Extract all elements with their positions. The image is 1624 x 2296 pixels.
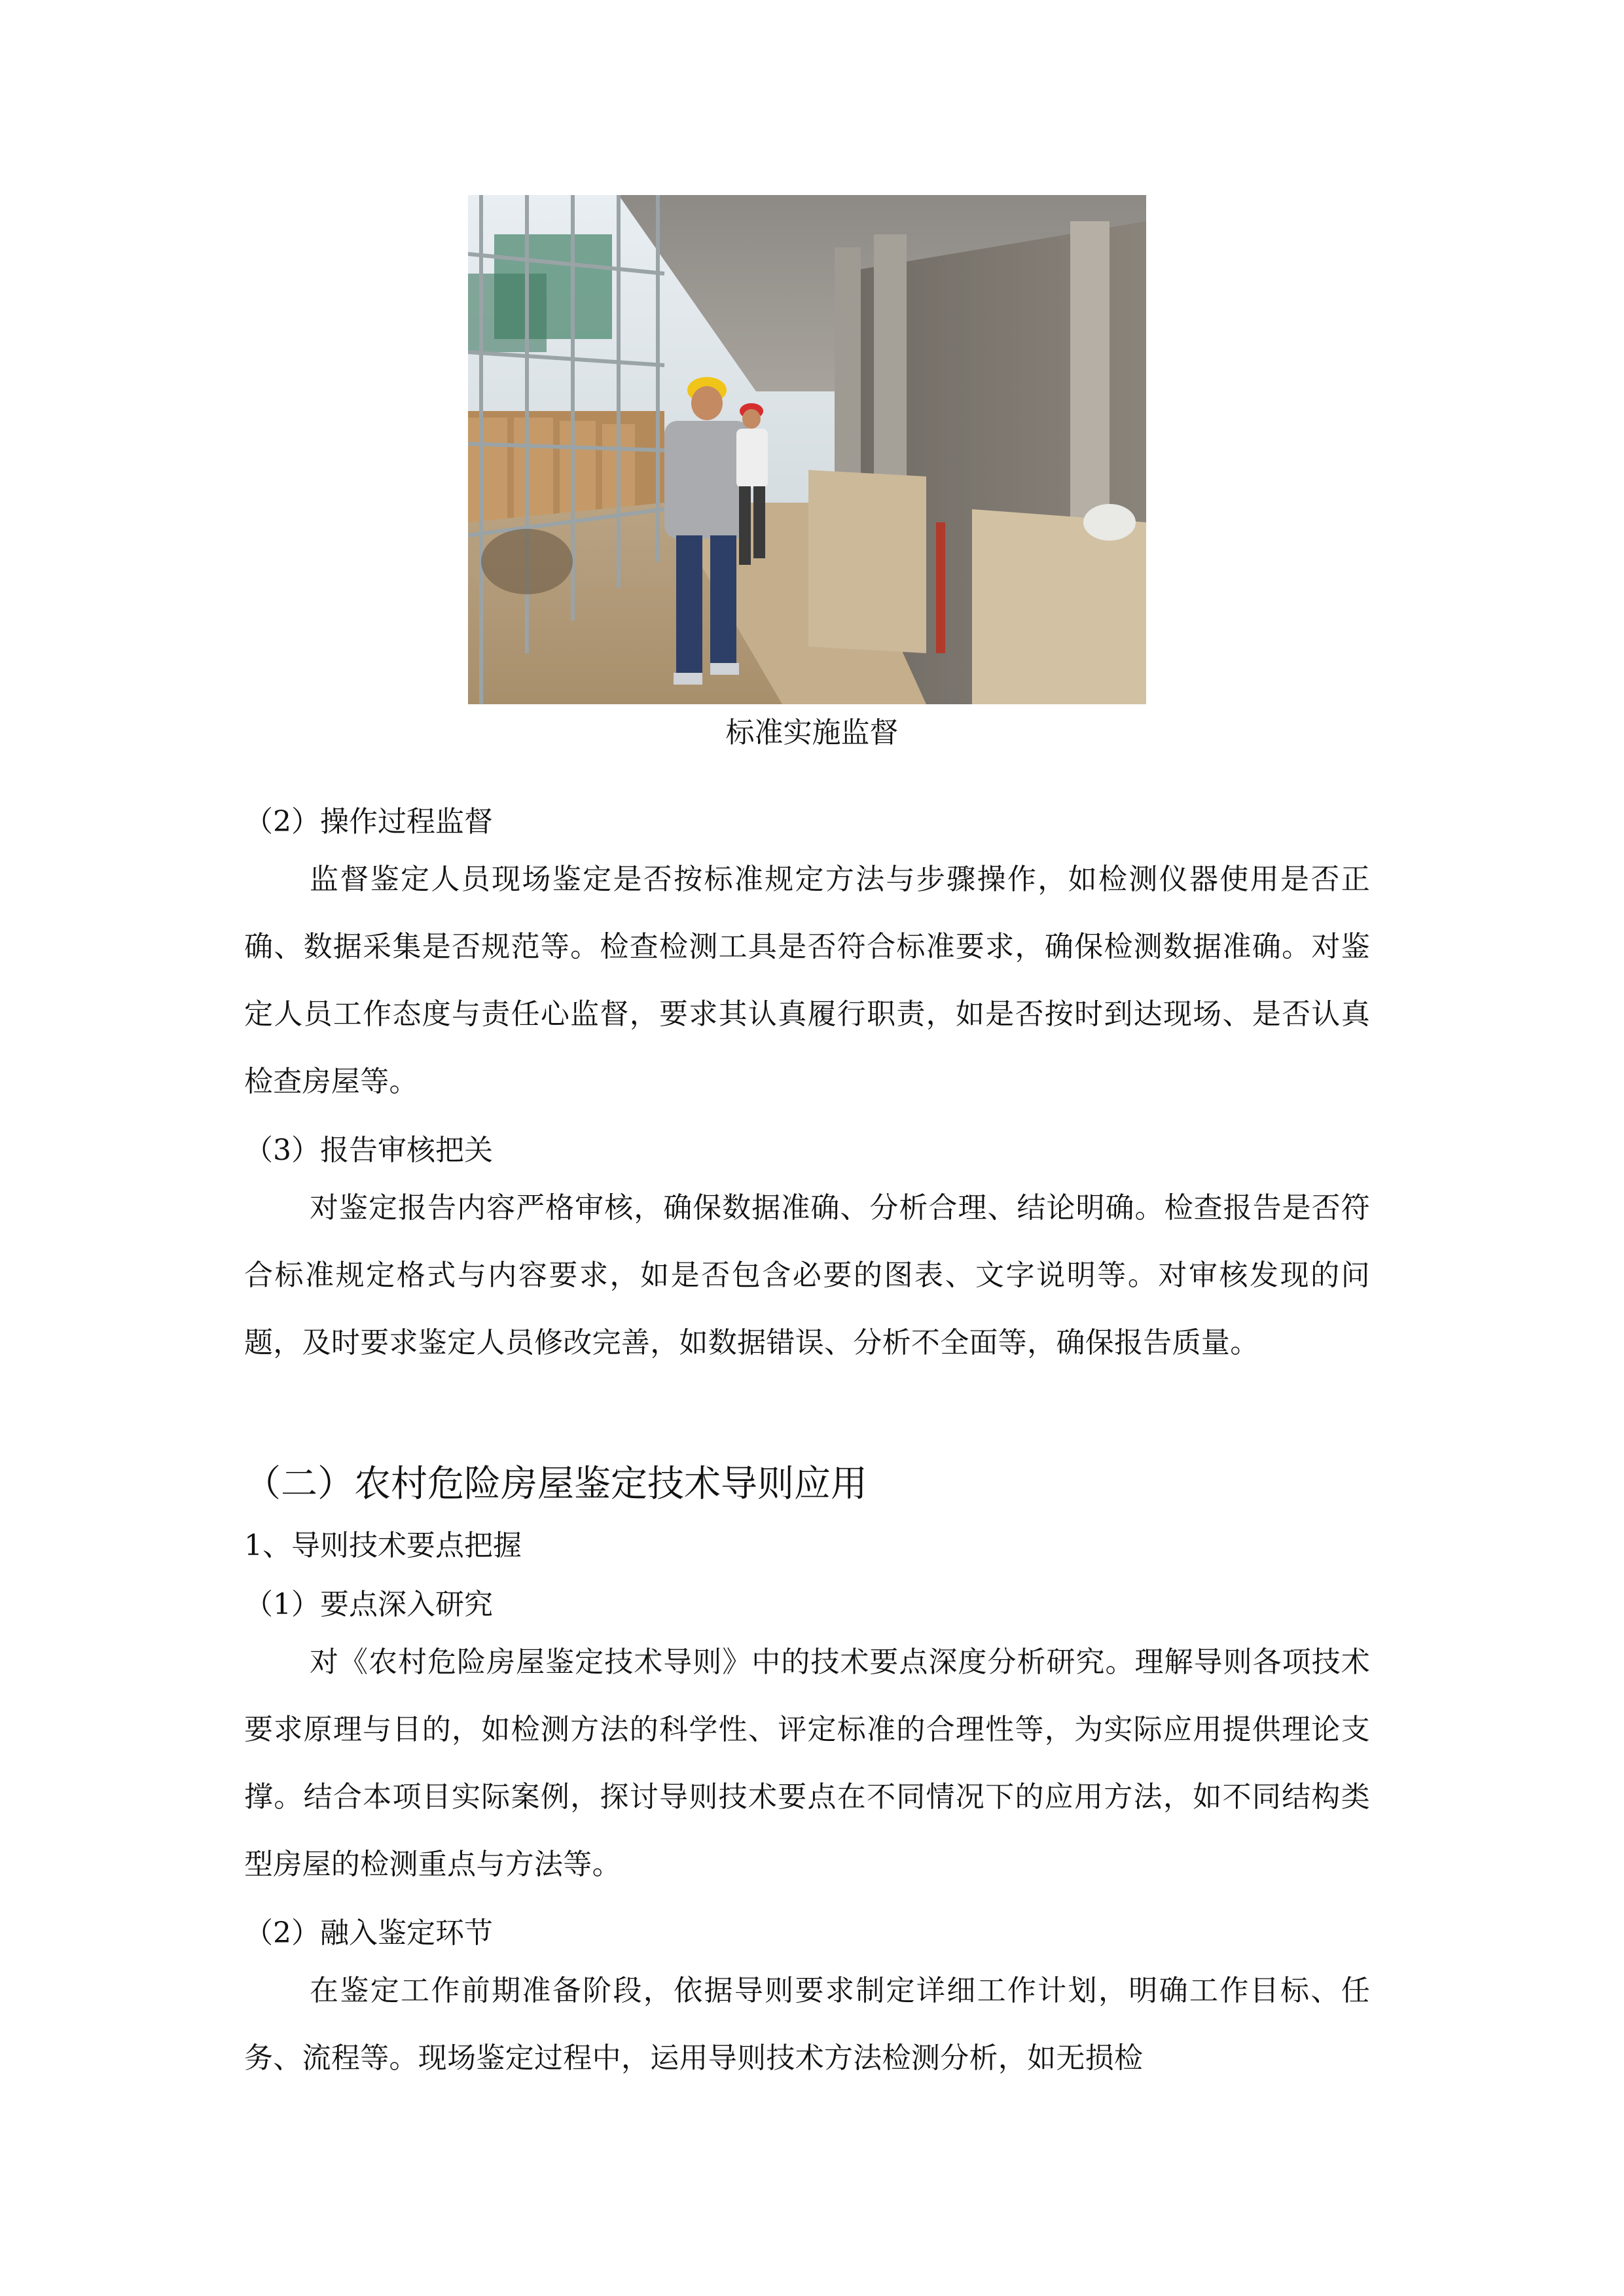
subchapter-title: 1、导则技术要点把握	[244, 1529, 522, 1562]
photo-illustration	[468, 195, 1146, 704]
section-body-operation-supervision: 监督鉴定人员现场鉴定是否按标准规定方法与步骤操作，如检测仪器使用是否正确、数据采集是否规范等。检查检测工具是否符合标准要求，确保检测数据准确。对鉴定人员工作态度与责任心监督，要求其认真履行职责，如是否按时到达现场、是否认真检查房屋等。	[244, 863, 1370, 1098]
construction-corridor-photo	[468, 195, 1146, 704]
figure-caption: 标准实施监督	[725, 716, 899, 749]
section-heading-integration: （2）融入鉴定环节	[244, 1916, 493, 1950]
section-heading-report-review: （3）报告审核把关	[244, 1134, 493, 1167]
section-body-report-review: 对鉴定报告内容严格审核，确保数据准确、分析合理、结论明确。检查报告是否符合标准规定格式与内容要求，如是否包含必要的图表、文字说明等。对审核发现的问题，及时要求鉴定人员修改完善，如数据错误、分析不全面等，确保报告质量。	[244, 1191, 1370, 1359]
chapter-title: （二）农村危险房屋鉴定技术导则应用	[244, 1463, 867, 1505]
section-body-key-points: 对《农村危险房屋鉴定技术导则》中的技术要点深度分析研究。理解导则各项技术要求原理与目的，如检测方法的科学性、评定标准的合理性等，为实际应用提供理论支撑。结合本项目实际案例，探讨导则技术要点在不同情况下的应用方法，如不同结构类型房屋的检测重点与方法等。	[244, 1645, 1370, 1881]
section-body-integration: 在鉴定工作前期准备阶段，依据导则要求制定详细工作计划，明确工作目标、任务、流程等。现场鉴定过程中，运用导则技术方法检测分析，如无损检	[244, 1974, 1370, 2075]
section-heading-operation-supervision: （2）操作过程监督	[244, 805, 493, 838]
section-heading-key-points: （1）要点深入研究	[244, 1588, 493, 1621]
